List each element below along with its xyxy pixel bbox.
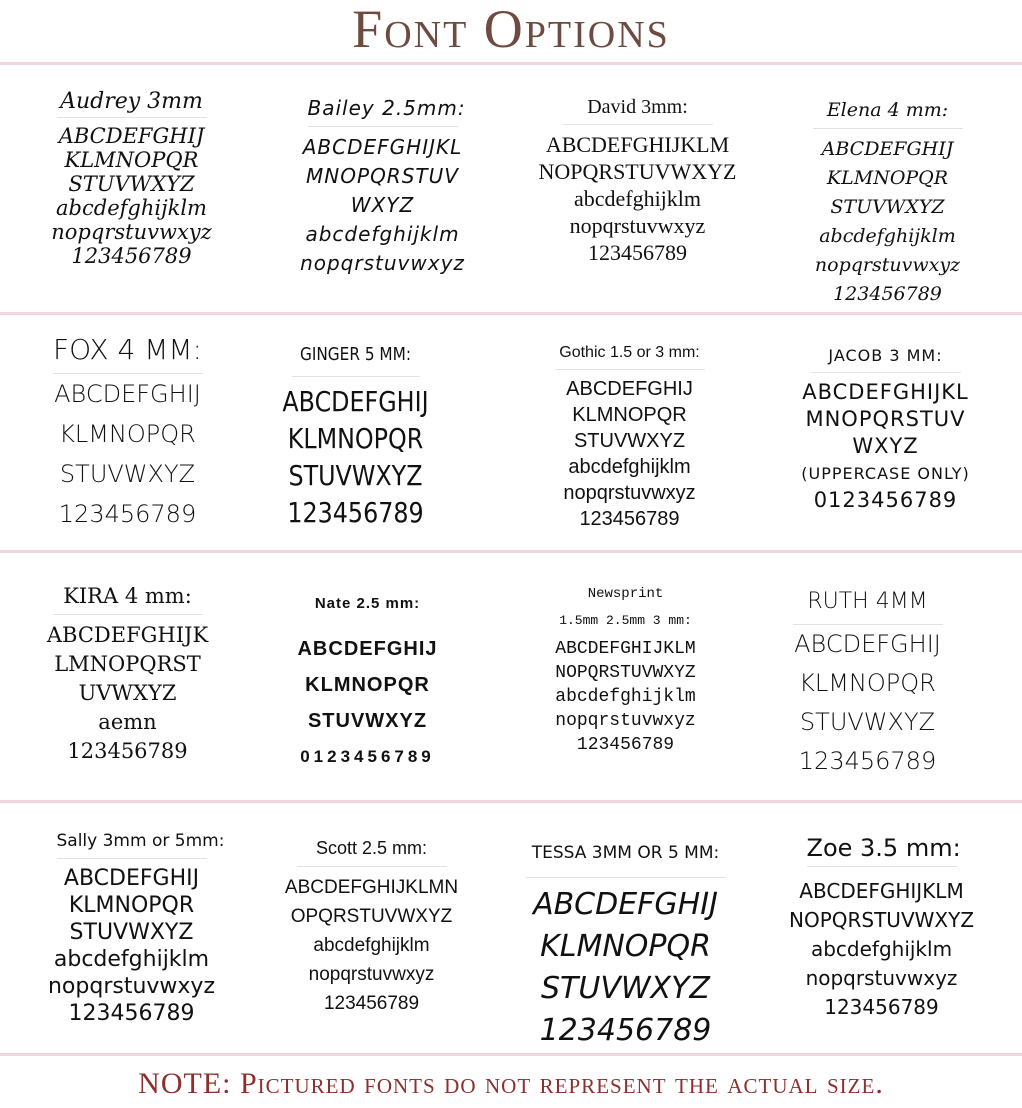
sample-line: 123456789: [588, 240, 687, 265]
font-sample-audrey: [4, 90, 259, 268]
sample-line: aemn: [98, 710, 157, 734]
sample-line: 0123456789: [300, 747, 435, 766]
sample-line: ABCDEFGHIJKLM: [555, 639, 696, 659]
divider: [0, 550, 1022, 553]
font-sample-elena: [760, 96, 1015, 309]
sample-line: nopqrstuvwxyz: [555, 711, 696, 731]
font-name: Newsprint: [587, 586, 664, 602]
font-sample-david: [510, 94, 765, 266]
sample-line: 123456789: [576, 735, 675, 755]
sample-line: 123456789: [67, 739, 188, 763]
font-sample-zoe: [754, 834, 1009, 1022]
sample-line: nopqrstuvwxyz: [563, 482, 696, 504]
font-sizes: 1.5mm 2.5mm 3 mm:: [559, 613, 692, 628]
sample-line: 123456789: [287, 496, 424, 529]
sample-line: ABCDEFGHIJKL: [302, 135, 463, 159]
sample-line: ABCDEFGHIJ: [282, 385, 429, 418]
sample-line: KLMNOPQR: [572, 404, 687, 426]
sample-line: nopqrstuvwxyz: [814, 254, 961, 276]
sample-line: nopqrstuvwxyz: [300, 251, 465, 275]
sample-line: nopqrstuvwxyz: [47, 974, 215, 999]
sample-line: KLMNOPQR: [287, 422, 424, 455]
sample-line: 0123456789: [813, 488, 958, 512]
font-name: Audrey 3mm: [57, 90, 207, 118]
sample-line: ABCDEFGHIJKL: [802, 380, 969, 404]
sample-line: WXYZ: [852, 434, 919, 458]
sample-line: WXYZ: [350, 193, 415, 217]
divider: [0, 1053, 1022, 1056]
divider: [0, 62, 1022, 65]
sample-line: 123456789: [824, 995, 939, 1019]
size-disclaimer-note: NOTE: Pictured fonts do not represent the actual size.: [138, 1067, 884, 1100]
font-name: Scott 2.5 mm:: [297, 834, 447, 867]
sample-line: STUVWXYZ: [288, 459, 423, 492]
sample-line: 123456789: [323, 993, 420, 1014]
sample-line: ABCDEFGHIJ: [566, 378, 693, 400]
sample-line: nopqrstuvwxyz: [569, 213, 706, 238]
sample-line: ABCDEFGHIJ: [533, 887, 718, 922]
sample-line: STUVWXYZ: [307, 710, 428, 732]
font-name: Gothic 1.5 or 3 mm:: [555, 340, 705, 370]
font-sample-nate: [240, 586, 495, 775]
page-title: Font Options: [352, 0, 670, 59]
sample-line: ABCDEFGHIJ: [54, 380, 201, 408]
font-sample-ruth: [740, 582, 995, 781]
sample-line: KLMNOPQR: [68, 893, 195, 918]
sample-line: abcdefghijklm: [819, 225, 956, 247]
font-sample-newsprint: [498, 582, 753, 757]
font-sample-jacob: [758, 342, 1013, 514]
sample-line: 123456789: [58, 500, 197, 528]
sample-line: KLMNOPQR: [826, 167, 949, 189]
sample-line: abcdefghijklm: [53, 947, 210, 972]
font-sample-gothic: [502, 340, 757, 532]
sample-line: NOPQRSTUVWXYZ: [555, 663, 696, 683]
sample-line: 123456789: [579, 508, 680, 530]
sample-line: 123456789: [71, 244, 192, 268]
font-name: RUTH 4MM: [793, 582, 943, 625]
divider: [0, 800, 1022, 803]
sample-line: STUVWXYZ: [799, 708, 936, 736]
sample-line: abcdefghijklm: [56, 196, 207, 220]
sample-line: KLMNOPQR: [540, 929, 711, 964]
font-name: Nate 2.5 mm:: [314, 595, 421, 612]
sample-line: ABCDEFGHIJK: [46, 623, 209, 647]
sample-line: ABCDEFGHIJKLM: [545, 132, 730, 157]
font-name: KIRA 4 mm:: [53, 582, 203, 615]
sample-line: ABCDEFGHIJ: [63, 866, 200, 891]
font-name: Bailey 2.5mm:: [308, 94, 458, 127]
sample-line: abcdefghijklm: [568, 456, 691, 478]
font-name: Elena 4 mm:: [813, 96, 963, 129]
font-sample-tessa: [498, 832, 753, 1052]
sample-line: abcdefghijklm: [305, 222, 460, 246]
sample-line: ABCDEFGHIJ: [794, 630, 941, 658]
sample-line: nopqrstuvwxyz: [308, 964, 435, 985]
sample-line: KLMNOPQR: [59, 420, 196, 448]
sample-line: KLMNOPQR: [799, 669, 936, 697]
font-name: JACOB 3 MM:: [811, 342, 961, 373]
sample-line: STUVWXYZ: [830, 196, 945, 218]
font-sample-sally: [4, 828, 259, 1027]
sample-line: abcdefghijklm: [555, 687, 696, 707]
sample-line: MNOPQRSTUV: [805, 407, 966, 431]
sample-line: KLMNOPQR: [305, 674, 430, 696]
sample-line: nopqrstuvwxyz: [805, 966, 958, 990]
sample-line: STUVWXYZ: [573, 430, 686, 452]
sample-line: STUVWXYZ: [69, 920, 194, 945]
sample-line: STUVWXYZ: [59, 460, 196, 488]
divider: [0, 312, 1022, 315]
sample-line: NOPQRSTUVWXYZ: [788, 908, 975, 932]
sample-line: MNOPQRSTUV: [306, 164, 459, 188]
sample-line: 123456789: [798, 747, 937, 775]
font-sample-scott: [244, 834, 499, 1018]
sample-line: abcdefghijklm: [573, 186, 702, 211]
font-name: Zoe 3.5 mm:: [807, 834, 957, 867]
sample-line: abcdefghijklm: [313, 935, 430, 956]
sample-line: OPQRSTUVWXYZ: [290, 906, 453, 927]
font-name: David 3mm:: [563, 94, 713, 125]
sample-line: ABCDEFGHIJKLM: [799, 879, 964, 903]
sample-line: STUVWXYZ: [68, 172, 195, 196]
sample-line: ABCDEFGHIJ: [297, 638, 438, 660]
sample-line: ABCDEFGHIJKLMN: [284, 877, 459, 898]
font-name: FOX 4 MM:: [53, 330, 203, 374]
font-name: GINGER 5 MM:: [292, 336, 420, 377]
sample-line: KLMNOPQR: [64, 148, 199, 172]
sample-line: STUVWXYZ: [541, 971, 710, 1006]
sample-line: ABCDEFGHIJ: [58, 124, 205, 148]
sample-line: 123456789: [833, 283, 942, 305]
font-sample-bailey: [255, 94, 510, 278]
sample-line: ABCDEFGHIJ: [821, 138, 954, 160]
font-sample-fox: [0, 330, 255, 534]
sample-line: 123456789: [539, 1013, 712, 1048]
sample-line: (UPPERCASE ONLY): [801, 464, 970, 483]
sample-line: 123456789: [68, 1001, 195, 1026]
sample-line: UVWXYZ: [78, 681, 177, 705]
sample-line: abcdefghijklm: [810, 937, 953, 961]
sample-line: NOPQRSTUVWXYZ: [538, 159, 737, 184]
sample-line: nopqrstuvwxyz: [51, 220, 212, 244]
font-sample-ginger: [247, 336, 464, 531]
font-sample-kira: [0, 582, 255, 766]
sample-line: LMNOPQRST: [54, 652, 201, 676]
font-name: TESSA 3MM OR 5 MM:: [526, 832, 726, 878]
font-name: Sally 3mm or 5mm:: [57, 828, 207, 859]
